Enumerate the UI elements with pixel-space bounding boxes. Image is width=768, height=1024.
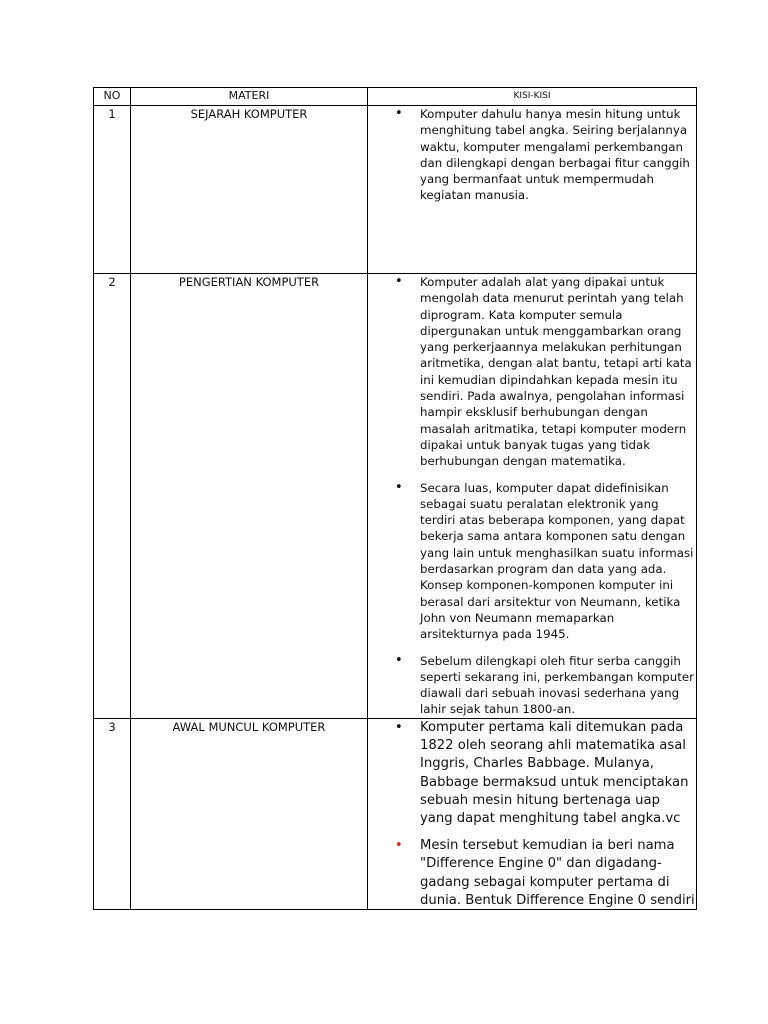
bullet-point: • Komputer pertama kali ditemukan pada 1822 oleh seorang ahli matematika asal Inggris, Charles Babbage. Mulanya, Babbage bermaksud untuk menciptakan sebuah mesin hitung bertenaga uap yang dapat menghitung tabel angka.vc [368,719,696,828]
row-kisi-kisi [368,106,697,274]
bullet-list [368,106,696,204]
row-kisi-kisi [368,719,697,910]
bullet-point: • Komputer dahulu hanya mesin hitung untuk menghitung tabel angka. Seiring berjalannya waktu, komputer mengalami perkembangan dan dilengkapi dengan berbagai fitur canggih yang bermanfaat untuk mempermudah kegiatan manusia. [368,106,696,204]
table-header-row [94,88,697,106]
row-materi: AWAL MUNCUL KOMPUTER [131,719,368,910]
header-materi: MATERI [131,88,368,106]
kisi-kisi-table [93,87,697,910]
table-row [94,274,697,719]
bullet-point: • Sebelum dilengkapi oleh fitur serba canggih seperti sekarang ini, perkembangan komputer diawali dari sebuah inovasi sederhana yang lahir sejak tahun 1800-an. [368,653,696,718]
bullet-point: • Secara luas, komputer dapat didefinisikan sebagai suatu peralatan elektronik yang terdiri atas beberapa komponen, yang dapat bekerja sama antara komponen satu dengan yang lain untuk menghasilkan suatu informasi berdasarkan program dan data yang ada. Konsep komponen-komponen komputer ini berasal dari arsitektur von Neumann, ketika John von Neumann memaparkan arsitekturnya pada 1945. [368,480,696,643]
row-materi: SEJARAH KOMPUTER [131,106,368,274]
row-materi: PENGERTIAN KOMPUTER [131,274,368,719]
table-row [94,106,697,274]
table-row [94,719,697,910]
bullet-list [368,274,696,718]
bullet-point: • Komputer adalah alat yang dipakai untuk mengolah data menurut perintah yang telah diprogram. Kata komputer semula dipergunakan untuk menggambarkan orang yang perkerjaannya melakukan perhitungan aritmetika, dengan alat bantu, tetapi arti kata ini kemudian dipindahkan kepada mesin itu sendiri. Pada awalnya, pengolahan informasi hampir eksklusif berhubungan dengan masalah aritmatika, tetapi komputer modern dipakai untuk banyak tugas yang tidak berhubungan dengan matematika. [368,274,696,470]
bullet-list [368,719,696,909]
bullet-point-red: • Mesin tersebut kemudian ia beri nama "Difference Engine 0" dan digadang-gadang sebagai komputer pertama di dunia. Bentuk Difference Engine 0 sendiri [368,837,696,909]
row-number: 2 [94,274,131,719]
row-kisi-kisi [368,274,697,719]
header-kisi-kisi: KISI-KISI [368,88,697,106]
row-number: 3 [94,719,131,910]
header-no: NO [94,88,131,106]
row-number: 1 [94,106,131,274]
